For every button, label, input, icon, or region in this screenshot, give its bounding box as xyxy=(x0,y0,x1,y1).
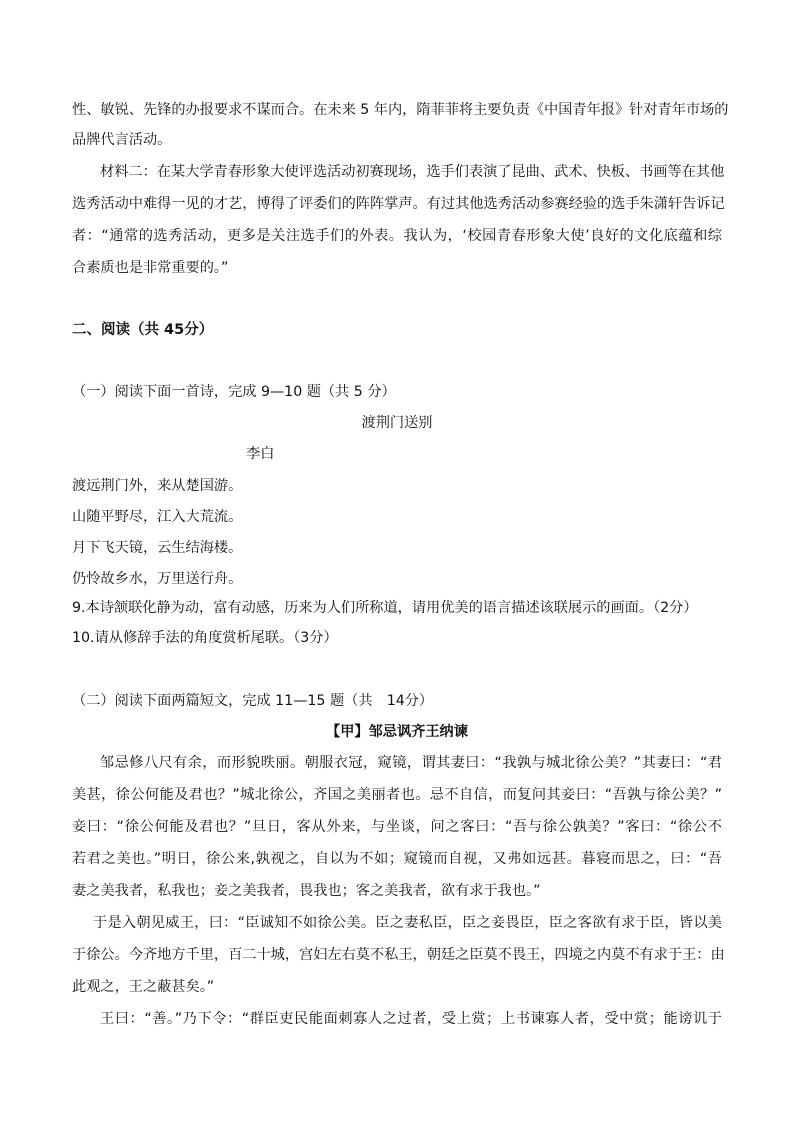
poem-line: 月下飞天镜，云生结海楼。 xyxy=(72,540,243,556)
material-two-line: 材料二：在某大学青春形象大使评选活动初赛现场，选手们表演了昆曲、武术、快板、书画等在其他 xyxy=(100,164,725,180)
text-a-line: 于是入朝见威王，曰：“臣诚知不如徐公美。臣之妻私臣，臣之妾畏臣，臣之客欲有求于臣，皆以美 xyxy=(93,915,722,931)
section-heading: 二、阅读（共 45分） xyxy=(72,322,214,338)
question-10: 10.请从修辞手法的角度赏析尾联。（3分） xyxy=(72,630,338,646)
poem-line: 仍怜故乡水，万里送行舟。 xyxy=(72,571,243,587)
paragraph-line: 性、敏锐、先锋的办报要求不谋而合。在未来 5 年内，隋菲菲将主要负责《中国青年报》针对青年市场的 xyxy=(72,102,729,118)
text-a-line: 于徐公。今齐地方千里，百二十城，宫妇左右莫不私王，朝廷之臣莫不畏王，四境之内莫不有求于王：由 xyxy=(72,947,725,963)
question-9: 9.本诗颔联化静为动，富有动感，历来为人们所称道，请用优美的语言描述该联展示的画面。（2分） xyxy=(72,600,698,616)
text-a-line: 妾曰：“徐公何能及君也？”旦日，客从外来，与坐谈，问之客曰：“吾与徐公孰美？”客曰：“徐公不 xyxy=(72,819,722,835)
text-a-line: 美甚，徐公何能及君也？”城北徐公，齐国之美丽者也。忌不自信，而复问其妾曰：“吾孰与徐公美？” xyxy=(72,787,722,803)
part-one-instruction: （一）阅读下面一首诗，完成 9—10 题（共 5 分） xyxy=(72,384,396,400)
text-a-line: 邹忌修八尺有余，而形貌昳丽。朝服衣冠，窥镜，谓其妻曰：“我孰与城北徐公美？”其妻曰：“君 xyxy=(100,755,722,771)
poem-line: 山随平野尽，江入大荒流。 xyxy=(72,509,243,525)
part-two-instruction: （二）阅读下面两篇短文，完成 11—15 题（共 14分） xyxy=(72,693,434,709)
paragraph-line: 合素质也是非常重要的。” xyxy=(72,260,229,276)
text-a-line: 妻之美我者，私我也；妾之美我者，畏我也；客之美我者，欲有求于我也。” xyxy=(72,883,541,899)
text-a-line: 若君之美也。”明日，徐公来,孰视之，自以为不如；窥镜而自视，又弗如远甚。暮寝而思之，曰：“吾 xyxy=(72,851,722,867)
paragraph-line: 品牌代言活动。 xyxy=(72,132,172,148)
text-a-line: 王曰：“善。”乃下令：“群臣吏民能面刺寡人之过者，受上赏；上书谏寡人者，受中赏；能谤讥于 xyxy=(100,1011,722,1027)
text-a-title: 【甲】邹忌讽齐王纳谏 xyxy=(326,724,468,740)
poem-author: 李白 xyxy=(246,446,275,462)
poem-line: 渡远荆门外，来从楚国游。 xyxy=(72,478,243,494)
paragraph-line: 选秀活动中难得一见的才艺，博得了评委们的阵阵掌声。有过其他选秀活动参赛经验的选手朱潇轩告诉记 xyxy=(72,196,725,212)
text-a-line: 此观之，王之蔽甚矣。” xyxy=(72,979,215,995)
paragraph-line: 者：“通常的选秀活动，更多是关注选手们的外表。我认为，‘校园青春形象大使’良好的文化底蕴和综 xyxy=(72,228,722,244)
poem-title: 渡荆门送别 xyxy=(361,415,433,431)
